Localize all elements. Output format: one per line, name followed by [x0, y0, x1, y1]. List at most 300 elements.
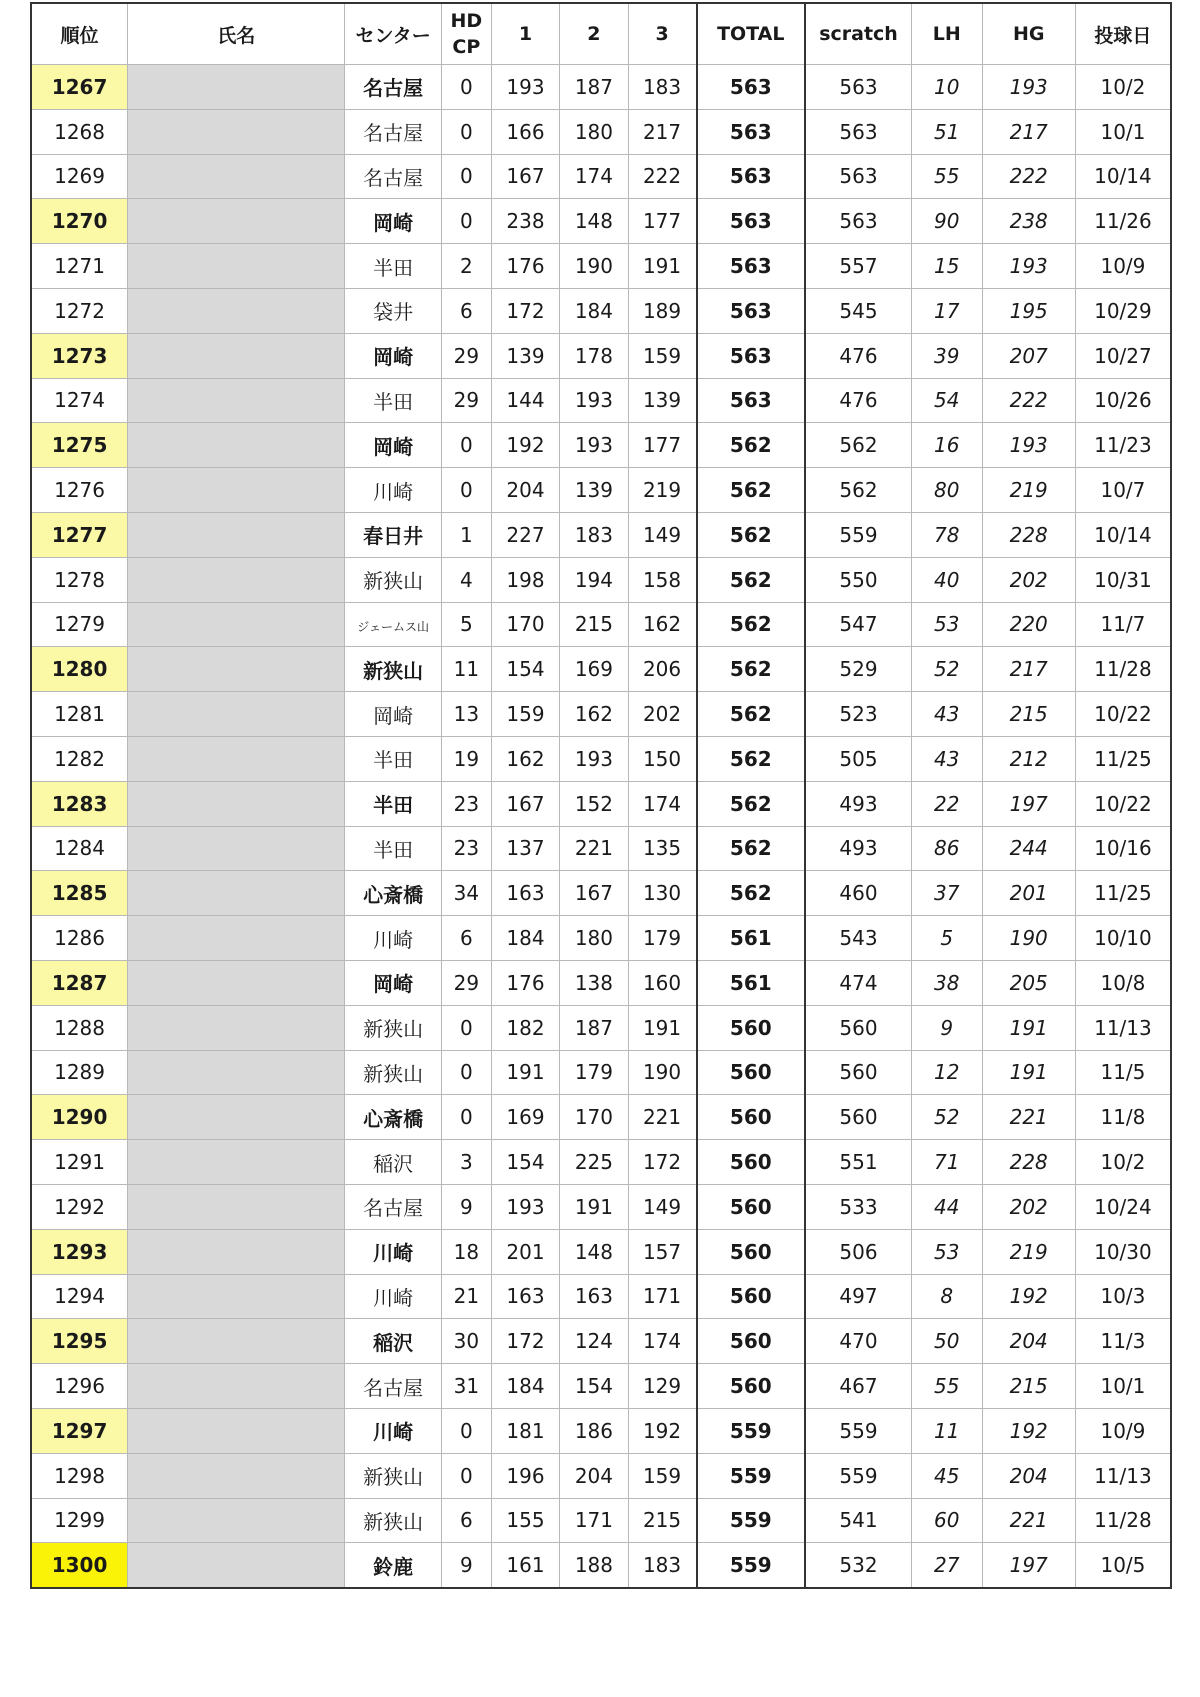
scratch-cell: 557 — [805, 244, 911, 289]
name-cell — [128, 1229, 345, 1274]
game-3-cell: 159 — [628, 1453, 696, 1498]
rank-cell: 1282 — [31, 736, 128, 781]
total-cell: 559 — [697, 1408, 806, 1453]
center-cell: 名古屋 — [345, 154, 442, 199]
scratch-cell: 550 — [805, 557, 911, 602]
date-cell: 11/25 — [1075, 736, 1171, 781]
game-2-cell: 139 — [560, 468, 628, 513]
center-cell: 岡崎 — [345, 423, 442, 468]
hg-cell: 212 — [982, 736, 1075, 781]
rank-cell: 1288 — [31, 1005, 128, 1050]
table-row — [31, 1184, 1171, 1229]
rank-cell: 1274 — [31, 378, 128, 423]
hg-cell: 244 — [982, 826, 1075, 871]
scratch-cell: 460 — [805, 871, 911, 916]
date-cell: 11/7 — [1075, 602, 1171, 647]
hg-cell: 221 — [982, 1498, 1075, 1543]
rank-cell: 1277 — [31, 512, 128, 557]
scratch-cell: 497 — [805, 1274, 911, 1319]
name-cell — [128, 602, 345, 647]
header-total: TOTAL — [697, 3, 806, 65]
date-cell: 10/29 — [1075, 288, 1171, 333]
date-cell: 11/8 — [1075, 1095, 1171, 1140]
lh-cell: 90 — [911, 199, 982, 244]
hg-cell: 193 — [982, 244, 1075, 289]
game-3-cell: 150 — [628, 736, 696, 781]
rank-cell: 1289 — [31, 1050, 128, 1095]
game-1-cell: 193 — [491, 65, 559, 110]
header-scratch: scratch — [805, 3, 911, 65]
table-row — [31, 826, 1171, 871]
hdcp-cell: 0 — [441, 468, 491, 513]
header-hdcp: HD CP — [441, 3, 491, 65]
name-cell — [128, 736, 345, 781]
date-cell: 11/28 — [1075, 647, 1171, 692]
rank-cell: 1284 — [31, 826, 128, 871]
lh-cell: 12 — [911, 1050, 982, 1095]
header-date: 投球日 — [1075, 3, 1171, 65]
scratch-cell: 563 — [805, 199, 911, 244]
scratch-cell: 506 — [805, 1229, 911, 1274]
game-2-cell: 221 — [560, 826, 628, 871]
scratch-cell: 476 — [805, 378, 911, 423]
table-row — [31, 109, 1171, 154]
name-cell — [128, 1184, 345, 1229]
hdcp-cell: 0 — [441, 1408, 491, 1453]
game-3-cell: 174 — [628, 781, 696, 826]
date-cell: 10/27 — [1075, 333, 1171, 378]
header-center: センター — [345, 3, 442, 65]
name-cell — [128, 916, 345, 961]
total-cell: 561 — [697, 960, 806, 1005]
center-cell: 春日井 — [345, 512, 442, 557]
lh-cell: 51 — [911, 109, 982, 154]
center-cell: 川崎 — [345, 916, 442, 961]
scratch-cell: 470 — [805, 1319, 911, 1364]
game-3-cell: 219 — [628, 468, 696, 513]
name-cell — [128, 378, 345, 423]
center-cell — [345, 602, 442, 647]
game-2-cell: 191 — [560, 1184, 628, 1229]
game-1-cell: 155 — [491, 1498, 559, 1543]
game-3-cell: 222 — [628, 154, 696, 199]
rank-cell: 1294 — [31, 1274, 128, 1319]
total-cell: 559 — [697, 1543, 806, 1588]
center-cell: 名古屋 — [345, 65, 442, 110]
game-3-cell: 221 — [628, 1095, 696, 1140]
hdcp-cell: 0 — [441, 1050, 491, 1095]
hg-cell: 197 — [982, 1543, 1075, 1588]
total-cell: 560 — [697, 1050, 806, 1095]
lh-cell: 11 — [911, 1408, 982, 1453]
hg-cell: 192 — [982, 1274, 1075, 1319]
total-cell: 563 — [697, 333, 806, 378]
hg-cell: 215 — [982, 1364, 1075, 1409]
game-1-cell: 182 — [491, 1005, 559, 1050]
game-2-cell: 194 — [560, 557, 628, 602]
scratch-cell: 523 — [805, 692, 911, 737]
date-cell: 10/14 — [1075, 154, 1171, 199]
game-2-cell: 225 — [560, 1140, 628, 1185]
game-1-cell: 184 — [491, 916, 559, 961]
game-3-cell: 183 — [628, 1543, 696, 1588]
date-cell: 10/7 — [1075, 468, 1171, 513]
name-cell — [128, 154, 345, 199]
header-game-2: 2 — [560, 3, 628, 65]
center-cell: 岡崎 — [345, 333, 442, 378]
hg-cell: 228 — [982, 512, 1075, 557]
lh-cell: 45 — [911, 1453, 982, 1498]
hdcp-cell: 5 — [441, 602, 491, 647]
name-cell — [128, 423, 345, 468]
lh-cell: 53 — [911, 602, 982, 647]
table-row — [31, 378, 1171, 423]
game-3-cell: 162 — [628, 602, 696, 647]
table-row — [31, 1140, 1171, 1185]
game-1-cell: 137 — [491, 826, 559, 871]
table-row — [31, 1229, 1171, 1274]
rank-cell: 1285 — [31, 871, 128, 916]
date-cell: 10/10 — [1075, 916, 1171, 961]
center-cell: 鈴鹿 — [345, 1543, 442, 1588]
name-cell — [128, 65, 345, 110]
table-row — [31, 244, 1171, 289]
hdcp-cell: 29 — [441, 333, 491, 378]
hg-cell: 215 — [982, 692, 1075, 737]
hdcp-cell: 21 — [441, 1274, 491, 1319]
total-cell: 562 — [697, 468, 806, 513]
hdcp-cell: 0 — [441, 1453, 491, 1498]
name-cell — [128, 512, 345, 557]
game-2-cell: 186 — [560, 1408, 628, 1453]
game-2-cell: 215 — [560, 602, 628, 647]
center-cell: 岡崎 — [345, 199, 442, 244]
table-row — [31, 692, 1171, 737]
game-3-cell: 177 — [628, 423, 696, 468]
game-2-cell: 169 — [560, 647, 628, 692]
lh-cell: 52 — [911, 1095, 982, 1140]
total-cell: 560 — [697, 1140, 806, 1185]
scratch-cell: 562 — [805, 468, 911, 513]
total-cell: 560 — [697, 1274, 806, 1319]
lh-cell: 22 — [911, 781, 982, 826]
name-cell — [128, 1453, 345, 1498]
game-3-cell: 191 — [628, 244, 696, 289]
game-1-cell: 161 — [491, 1543, 559, 1588]
game-2-cell: 184 — [560, 288, 628, 333]
scratch-cell: 551 — [805, 1140, 911, 1185]
name-cell — [128, 692, 345, 737]
name-cell — [128, 1408, 345, 1453]
total-cell: 562 — [697, 557, 806, 602]
game-1-cell: 191 — [491, 1050, 559, 1095]
date-cell: 10/1 — [1075, 1364, 1171, 1409]
game-3-cell: 135 — [628, 826, 696, 871]
name-cell — [128, 333, 345, 378]
total-cell: 562 — [697, 647, 806, 692]
table-row — [31, 512, 1171, 557]
table-row — [31, 423, 1171, 468]
game-1-cell: 193 — [491, 1184, 559, 1229]
center-cell: 新狭山 — [345, 1050, 442, 1095]
total-cell: 560 — [697, 1005, 806, 1050]
lh-cell: 9 — [911, 1005, 982, 1050]
lh-cell: 80 — [911, 468, 982, 513]
hg-cell: 220 — [982, 602, 1075, 647]
date-cell: 10/1 — [1075, 109, 1171, 154]
total-cell: 563 — [697, 199, 806, 244]
game-2-cell: 190 — [560, 244, 628, 289]
lh-cell: 10 — [911, 65, 982, 110]
date-cell: 11/25 — [1075, 871, 1171, 916]
scratch-cell: 493 — [805, 826, 911, 871]
date-cell: 11/13 — [1075, 1453, 1171, 1498]
name-cell — [128, 1140, 345, 1185]
scratch-cell: 532 — [805, 1543, 911, 1588]
center-cell: 新狭山 — [345, 647, 442, 692]
lh-cell: 52 — [911, 647, 982, 692]
hg-cell: 221 — [982, 1095, 1075, 1140]
center-cell: 半田 — [345, 826, 442, 871]
center-cell: 川崎 — [345, 1408, 442, 1453]
rank-cell: 1271 — [31, 244, 128, 289]
table-row — [31, 65, 1171, 110]
game-3-cell: 129 — [628, 1364, 696, 1409]
scratch-cell: 529 — [805, 647, 911, 692]
scratch-cell: 541 — [805, 1498, 911, 1543]
table-row — [31, 288, 1171, 333]
name-cell — [128, 871, 345, 916]
header-lh: LH — [911, 3, 982, 65]
table-row — [31, 468, 1171, 513]
rank-cell: 1296 — [31, 1364, 128, 1409]
name-cell — [128, 1005, 345, 1050]
total-cell: 560 — [697, 1184, 806, 1229]
hg-cell: 190 — [982, 916, 1075, 961]
game-2-cell: 204 — [560, 1453, 628, 1498]
hg-cell: 207 — [982, 333, 1075, 378]
scratch-cell: 563 — [805, 154, 911, 199]
total-cell: 559 — [697, 1498, 806, 1543]
game-3-cell: 139 — [628, 378, 696, 423]
table-row — [31, 1453, 1171, 1498]
lh-cell: 38 — [911, 960, 982, 1005]
total-cell: 563 — [697, 288, 806, 333]
scratch-cell: 545 — [805, 288, 911, 333]
hg-cell: 238 — [982, 199, 1075, 244]
game-1-cell: 170 — [491, 602, 559, 647]
game-3-cell: 149 — [628, 1184, 696, 1229]
game-3-cell: 171 — [628, 1274, 696, 1319]
lh-cell: 86 — [911, 826, 982, 871]
hdcp-cell: 18 — [441, 1229, 491, 1274]
center-cell: 新狭山 — [345, 1453, 442, 1498]
rank-cell: 1286 — [31, 916, 128, 961]
total-cell: 563 — [697, 378, 806, 423]
scratch-cell: 533 — [805, 1184, 911, 1229]
date-cell: 11/3 — [1075, 1319, 1171, 1364]
total-cell: 562 — [697, 692, 806, 737]
game-3-cell: 177 — [628, 199, 696, 244]
rank-cell: 1275 — [31, 423, 128, 468]
hdcp-cell: 23 — [441, 826, 491, 871]
game-2-cell: 180 — [560, 109, 628, 154]
name-cell — [128, 1274, 345, 1319]
scratch-cell: 563 — [805, 65, 911, 110]
game-3-cell: 217 — [628, 109, 696, 154]
center-cell: 新狭山 — [345, 557, 442, 602]
game-2-cell: 178 — [560, 333, 628, 378]
hdcp-cell: 4 — [441, 557, 491, 602]
lh-cell: 50 — [911, 1319, 982, 1364]
header-name: 氏名 — [128, 3, 345, 65]
table-row — [31, 916, 1171, 961]
scratch-cell: 559 — [805, 1408, 911, 1453]
total-cell: 562 — [697, 826, 806, 871]
total-cell: 562 — [697, 602, 806, 647]
scratch-cell: 476 — [805, 333, 911, 378]
scratch-cell: 505 — [805, 736, 911, 781]
rank-cell: 1293 — [31, 1229, 128, 1274]
date-cell: 10/30 — [1075, 1229, 1171, 1274]
hdcp-cell: 0 — [441, 423, 491, 468]
game-2-cell: 152 — [560, 781, 628, 826]
lh-cell: 43 — [911, 736, 982, 781]
lh-cell: 15 — [911, 244, 982, 289]
total-cell: 562 — [697, 736, 806, 781]
lh-cell: 43 — [911, 692, 982, 737]
center-cell: 川崎 — [345, 1229, 442, 1274]
hdcp-cell: 2 — [441, 244, 491, 289]
game-3-cell: 192 — [628, 1408, 696, 1453]
game-3-cell: 202 — [628, 692, 696, 737]
name-cell — [128, 1050, 345, 1095]
hg-cell: 205 — [982, 960, 1075, 1005]
rank-cell: 1283 — [31, 781, 128, 826]
game-3-cell: 191 — [628, 1005, 696, 1050]
total-cell: 562 — [697, 871, 806, 916]
name-cell — [128, 244, 345, 289]
center-label-small: ジェームス山 — [357, 620, 429, 635]
rank-cell: 1276 — [31, 468, 128, 513]
game-2-cell: 138 — [560, 960, 628, 1005]
table-row — [31, 333, 1171, 378]
rank-cell: 1272 — [31, 288, 128, 333]
name-cell — [128, 288, 345, 333]
game-2-cell: 193 — [560, 423, 628, 468]
rank-cell: 1268 — [31, 109, 128, 154]
game-1-cell: 201 — [491, 1229, 559, 1274]
name-cell — [128, 1364, 345, 1409]
lh-cell: 17 — [911, 288, 982, 333]
hdcp-cell: 0 — [441, 199, 491, 244]
scratch-cell: 560 — [805, 1005, 911, 1050]
game-2-cell: 162 — [560, 692, 628, 737]
total-cell: 562 — [697, 423, 806, 468]
lh-cell: 16 — [911, 423, 982, 468]
table-row — [31, 557, 1171, 602]
hg-cell: 202 — [982, 557, 1075, 602]
game-3-cell: 190 — [628, 1050, 696, 1095]
hg-cell: 202 — [982, 1184, 1075, 1229]
lh-cell: 55 — [911, 154, 982, 199]
table-row — [31, 1050, 1171, 1095]
hdcp-cell: 11 — [441, 647, 491, 692]
lh-cell: 54 — [911, 378, 982, 423]
game-2-cell: 148 — [560, 1229, 628, 1274]
scratch-cell: 493 — [805, 781, 911, 826]
scratch-cell: 474 — [805, 960, 911, 1005]
hdcp-cell: 29 — [441, 378, 491, 423]
total-cell: 560 — [697, 1095, 806, 1140]
table-row — [31, 960, 1171, 1005]
date-cell: 11/5 — [1075, 1050, 1171, 1095]
center-cell: 新狭山 — [345, 1005, 442, 1050]
center-cell: 岡崎 — [345, 960, 442, 1005]
game-3-cell: 130 — [628, 871, 696, 916]
hdcp-cell: 0 — [441, 1005, 491, 1050]
center-cell: 半田 — [345, 244, 442, 289]
lh-cell: 39 — [911, 333, 982, 378]
table-row — [31, 154, 1171, 199]
table-row — [31, 1364, 1171, 1409]
date-cell: 11/26 — [1075, 199, 1171, 244]
game-3-cell: 172 — [628, 1140, 696, 1185]
lh-cell: 55 — [911, 1364, 982, 1409]
scratch-cell: 560 — [805, 1050, 911, 1095]
scratch-cell: 547 — [805, 602, 911, 647]
hdcp-cell: 0 — [441, 1095, 491, 1140]
date-cell: 10/8 — [1075, 960, 1171, 1005]
name-cell — [128, 1095, 345, 1140]
total-cell: 562 — [697, 781, 806, 826]
hg-cell: 219 — [982, 1229, 1075, 1274]
hg-cell: 219 — [982, 468, 1075, 513]
total-cell: 563 — [697, 244, 806, 289]
game-1-cell: 176 — [491, 960, 559, 1005]
game-1-cell: 181 — [491, 1408, 559, 1453]
hdcp-cell: 0 — [441, 154, 491, 199]
total-cell: 563 — [697, 154, 806, 199]
game-1-cell: 169 — [491, 1095, 559, 1140]
center-cell: 稲沢 — [345, 1140, 442, 1185]
rank-cell: 1295 — [31, 1319, 128, 1364]
ranking-rows — [31, 65, 1171, 1589]
hdcp-cell: 6 — [441, 916, 491, 961]
hg-cell: 195 — [982, 288, 1075, 333]
name-cell — [128, 199, 345, 244]
hdcp-cell: 1 — [441, 512, 491, 557]
name-cell — [128, 468, 345, 513]
game-1-cell: 184 — [491, 1364, 559, 1409]
center-cell: 心斎橋 — [345, 1095, 442, 1140]
center-cell: 稲沢 — [345, 1319, 442, 1364]
hg-cell: 222 — [982, 378, 1075, 423]
rank-cell: 1270 — [31, 199, 128, 244]
table-row — [31, 1543, 1171, 1588]
game-1-cell: 162 — [491, 736, 559, 781]
hdcp-cell: 30 — [441, 1319, 491, 1364]
table-row — [31, 647, 1171, 692]
lh-cell: 44 — [911, 1184, 982, 1229]
game-1-cell: 176 — [491, 244, 559, 289]
rank-cell: 1291 — [31, 1140, 128, 1185]
rank-cell: 1273 — [31, 333, 128, 378]
date-cell: 10/2 — [1075, 65, 1171, 110]
scratch-cell: 559 — [805, 1453, 911, 1498]
game-3-cell: 206 — [628, 647, 696, 692]
total-cell: 563 — [697, 65, 806, 110]
